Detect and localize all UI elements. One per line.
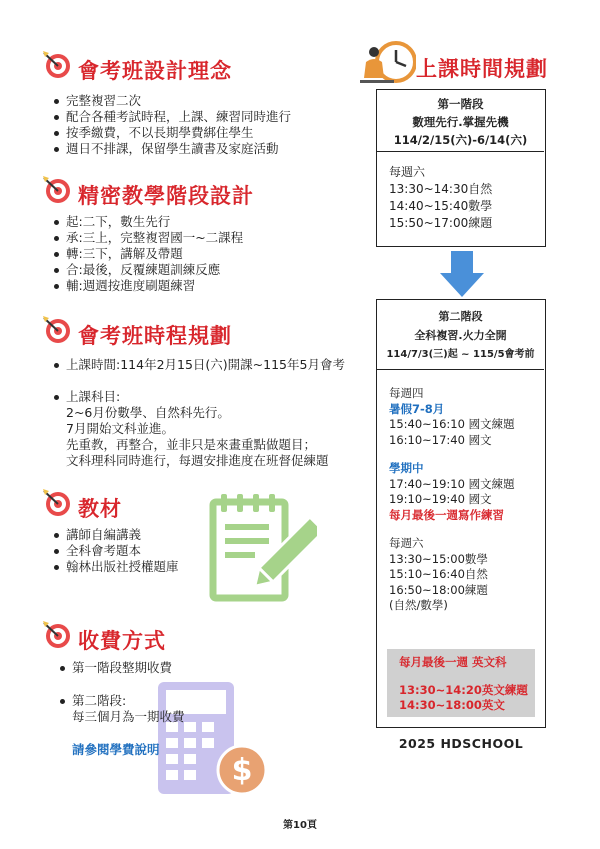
calculator-icon bbox=[156, 682, 271, 797]
schedule-line: 13:30~15:00數學 bbox=[389, 551, 488, 566]
section-title-teaching-stages: 精密教學階段設計 bbox=[78, 184, 254, 208]
list-item: 第一階段整期收費 bbox=[58, 660, 172, 676]
schedule-line: 15:50~17:00練題 bbox=[389, 216, 493, 230]
materials-list bbox=[52, 527, 179, 575]
saturday-label: 每週六 bbox=[389, 536, 424, 550]
stage1-schedule bbox=[389, 164, 492, 232]
stage2-subtitle: 全科複習.火力全開 bbox=[414, 329, 507, 342]
list-item: 週日不排課，保留學生讀書及家庭活動 bbox=[52, 141, 291, 157]
section-title-fees: 收費方式 bbox=[78, 629, 166, 653]
term-label: 學期中 bbox=[389, 461, 424, 475]
list-item: 配合各種考試時程，上課、練習同時進行 bbox=[52, 109, 291, 125]
stage2-thursday bbox=[389, 386, 515, 614]
subjects-line: 文科理科同時進行，每週安排進度在班督促練題 bbox=[66, 453, 329, 468]
list-item: 全科會考題本 bbox=[52, 543, 179, 559]
fee-note-link[interactable]: 請參閱學費說明 bbox=[72, 742, 160, 757]
down-arrow-icon bbox=[440, 251, 484, 297]
list-item: 翰林出版社授權題庫 bbox=[52, 559, 179, 575]
stage2-dates: 114/7/3(三)起 ~ 115/5會考前 bbox=[386, 349, 535, 360]
stage1-box bbox=[376, 89, 546, 247]
list-item: 合:最後，反覆練題訓練反應 bbox=[52, 262, 243, 278]
subjects-line: 先重教，再整合，並非只是來畫重點做題目； bbox=[66, 437, 317, 452]
target-icon bbox=[42, 175, 72, 205]
list-item: 完整複習二次 bbox=[52, 93, 291, 109]
design-philosophy-list bbox=[52, 93, 291, 157]
monthly-writing-note: 每月最後一週寫作練習 bbox=[389, 507, 504, 522]
english-title: 每月最後一週 英文科 bbox=[399, 655, 507, 669]
list-item: 講師自編講義 bbox=[52, 527, 179, 543]
target-icon bbox=[42, 620, 72, 650]
notebook-pencil-icon bbox=[205, 492, 317, 604]
schedule-plan-list bbox=[52, 357, 345, 373]
schedule-line: 15:10~16:40自然 bbox=[389, 567, 488, 581]
english-line: 13:30~14:20英文練題 bbox=[399, 683, 528, 697]
clock-person-icon bbox=[360, 40, 416, 86]
schedule-line: 16:50~18:00練題 bbox=[389, 582, 488, 597]
stage2-title: 第二階段 bbox=[438, 310, 483, 323]
list-item: 第二階段: bbox=[58, 693, 126, 709]
stage2-header bbox=[377, 300, 544, 370]
fees-list bbox=[58, 693, 126, 709]
schedule-line: 17:40~19:10 國文練題 bbox=[389, 476, 515, 491]
stage2-box bbox=[376, 299, 546, 728]
target-icon bbox=[42, 315, 72, 345]
schedule-line: 16:10~17:40 國文 bbox=[389, 432, 492, 447]
fees-line: 每三個月為一期收費 bbox=[72, 709, 185, 724]
english-line: 14:30~18:00英文 bbox=[399, 698, 505, 712]
list-item: 轉:三下，講解及帶題 bbox=[52, 246, 243, 262]
section-title-materials: 教材 bbox=[78, 497, 122, 521]
stage1-title: 第一階段 bbox=[437, 97, 484, 111]
schedule-line: 15:40~16:10 國文練題 bbox=[389, 417, 515, 431]
target-icon bbox=[42, 50, 72, 80]
target-icon bbox=[42, 488, 72, 518]
summer-label: 暑假7-8月 bbox=[389, 401, 445, 416]
subjects-line: 2~6月份數學、自然科先行。 bbox=[66, 405, 230, 420]
section-title-design-philosophy: 會考班設計理念 bbox=[78, 59, 232, 83]
fees-list bbox=[58, 660, 172, 676]
stage1-dates: 114/2/15(六)-6/14(六) bbox=[393, 133, 528, 147]
svg-text:$: $ bbox=[231, 753, 253, 788]
page-number: 第10頁 bbox=[283, 820, 317, 831]
school-footer: 2025 HDSCHOOL bbox=[398, 736, 524, 751]
schedule-line: 14:40~15:40數學 bbox=[389, 199, 493, 213]
stage1-header bbox=[377, 90, 544, 152]
list-item: 起:二下，數生先行 bbox=[52, 214, 243, 230]
english-highlight-box bbox=[387, 649, 535, 717]
list-item: 按季繳費，不以長期學費綁住學生 bbox=[52, 125, 291, 141]
section-title-schedule-plan: 會考班時程規劃 bbox=[78, 324, 232, 348]
subjects-line: 7月開始文科並進。 bbox=[66, 421, 174, 436]
schedule-line: 每週六 bbox=[389, 165, 426, 179]
weekday-label: 每週四 bbox=[389, 386, 424, 400]
subjects-list bbox=[52, 389, 120, 405]
schedule-line: 19:10~19:40 國文 bbox=[389, 492, 492, 506]
list-item: 承:三上，完整複習國一~二課程 bbox=[52, 230, 243, 246]
list-item: 上課時間:114年2月15日(六)開課~115年5月會考 bbox=[52, 357, 345, 373]
section-title-class-schedule: 上課時間規劃 bbox=[416, 57, 548, 81]
schedule-line: 13:30~14:30自然 bbox=[389, 182, 493, 196]
schedule-line: (自然/數學) bbox=[389, 598, 448, 612]
list-item: 輔:週週按進度刷題練習 bbox=[52, 278, 243, 294]
list-item: 上課科目: bbox=[52, 389, 120, 405]
teaching-stages-list bbox=[52, 214, 243, 294]
stage1-subtitle: 數理先行.掌握先機 bbox=[412, 115, 509, 129]
